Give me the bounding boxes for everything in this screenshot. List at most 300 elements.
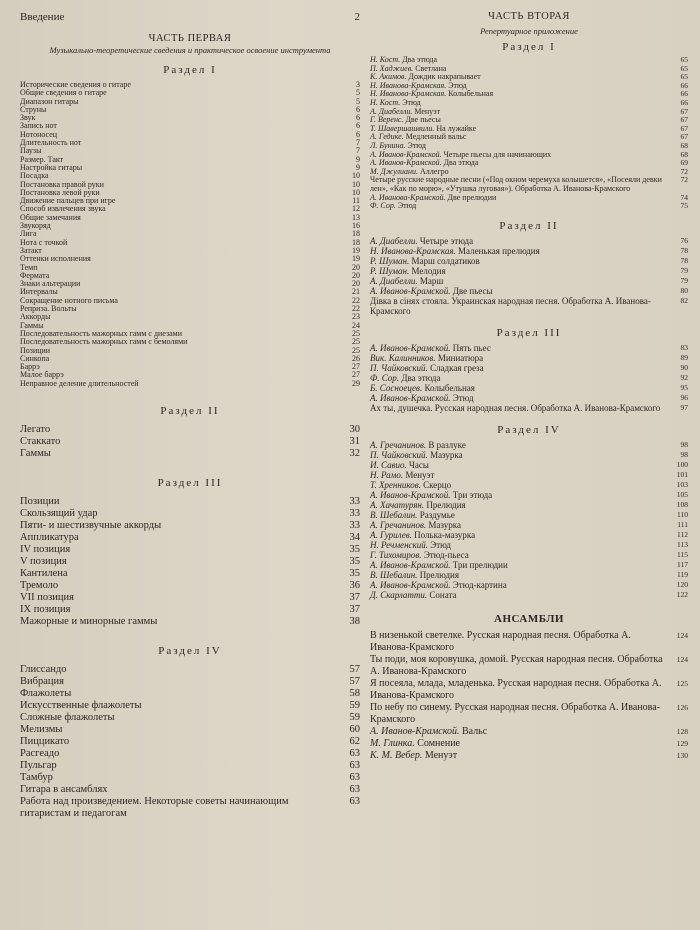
toc-entry-title: Пиццикато bbox=[20, 735, 70, 747]
toc-entry-text bbox=[20, 424, 342, 436]
toc-entry bbox=[20, 592, 360, 604]
toc-entry-page: 59 bbox=[349, 699, 360, 711]
section-title: Раздел III bbox=[157, 476, 223, 489]
toc-entry-page: 25 bbox=[352, 345, 360, 355]
toc-entry-title: Мазурка bbox=[428, 519, 461, 530]
toc-entry-author: Н. Кост. bbox=[370, 55, 401, 64]
toc-entry-text bbox=[370, 383, 672, 393]
toc-entry-page: 37 bbox=[349, 591, 360, 603]
toc-entry-page: 67 bbox=[680, 123, 688, 133]
toc-entry-author: Вик. Калинников. bbox=[370, 352, 436, 363]
toc-entry-title: Соната bbox=[429, 589, 457, 600]
toc-entry-page: 111 bbox=[677, 519, 688, 529]
toc-entry-page: 26 bbox=[352, 353, 360, 363]
toc-entry-author: Л. Бунина. bbox=[370, 140, 406, 150]
toc-entry-page: 12 bbox=[352, 204, 360, 214]
toc-entry-text bbox=[20, 448, 342, 460]
toc-entry-page: 6 bbox=[356, 129, 360, 139]
toc-entry-page: 66 bbox=[680, 80, 688, 90]
toc-entry-title: Мажорные и минорные гаммы bbox=[20, 615, 158, 627]
toc-entry-author: А. Диабелли. bbox=[370, 275, 418, 286]
toc-entry-page: 21 bbox=[352, 287, 360, 297]
section-entries bbox=[370, 440, 688, 600]
section-entries bbox=[370, 236, 688, 316]
toc-entry-page: 37 bbox=[349, 603, 360, 615]
toc-entry-page: 124 bbox=[676, 654, 688, 664]
toc-entry-title: Пульгар bbox=[20, 759, 57, 771]
toc-entry bbox=[370, 296, 688, 316]
toc-entry-page: 76 bbox=[680, 235, 688, 245]
toc-entry-title: Скерцо bbox=[423, 479, 452, 490]
toc-entry-author: А. Гурилев. bbox=[370, 529, 412, 540]
section-entries bbox=[20, 496, 360, 628]
toc-entry-page: 110 bbox=[677, 509, 688, 519]
section-title: Раздел II bbox=[160, 404, 220, 417]
toc-entry-text bbox=[20, 748, 342, 760]
toc-entry-author: А. Иванов-Крамской. bbox=[370, 725, 460, 737]
toc-entry-page: 33 bbox=[349, 519, 360, 531]
toc-entry-text bbox=[370, 363, 672, 373]
toc-entry-text bbox=[370, 550, 672, 560]
toc-entry-page: 32 bbox=[349, 447, 360, 459]
toc-entry-title: Этюд bbox=[397, 201, 417, 211]
toc-entry-page: 68 bbox=[680, 149, 688, 159]
toc-entry-text bbox=[20, 700, 342, 712]
toc-entry-title: Этюд-пьеса bbox=[423, 549, 469, 560]
toc-entry-author: И. Савио. bbox=[370, 459, 407, 470]
toc-entry-title: Гаммы bbox=[20, 320, 44, 330]
toc-entry-text bbox=[370, 266, 672, 276]
toc-entry-title: Запись нот bbox=[20, 121, 57, 131]
toc-entry-title: Общие сведения о гитаре bbox=[20, 88, 107, 98]
toc-entry-title: Три этюда bbox=[452, 489, 493, 500]
toc-entry-text bbox=[20, 255, 342, 263]
toc-entry-title: Кантилена bbox=[20, 567, 68, 579]
toc-entry bbox=[20, 363, 360, 371]
toc-entry-text bbox=[370, 678, 672, 702]
toc-entry-text bbox=[20, 760, 342, 772]
toc-entry-page: 27 bbox=[352, 370, 360, 380]
toc-entry bbox=[20, 556, 360, 568]
toc-entry-text bbox=[370, 202, 672, 211]
toc-entry-text bbox=[20, 230, 342, 238]
toc-entry-page: 112 bbox=[677, 529, 688, 539]
toc-entry-author: А. Диабелли. bbox=[370, 235, 418, 246]
toc-entry-title: Два этюда bbox=[401, 372, 441, 383]
toc-entry-page: 62 bbox=[349, 735, 360, 747]
toc-entry-text bbox=[20, 724, 342, 736]
toc-entry bbox=[370, 580, 688, 590]
toc-entry bbox=[20, 380, 360, 388]
toc-entry-title: Четыре этюда bbox=[419, 235, 474, 246]
toc-entry-title: Мазурка bbox=[430, 449, 463, 460]
section-title: Раздел I bbox=[163, 64, 217, 76]
toc-entry-page: 95 bbox=[680, 382, 688, 392]
toc-entry bbox=[20, 796, 360, 820]
toc-entry-text bbox=[370, 490, 672, 500]
toc-entry-page: 65 bbox=[680, 72, 688, 82]
toc-entry-title: Менуэт bbox=[414, 106, 441, 116]
toc-entry-author: К. Акимов. bbox=[370, 72, 407, 82]
toc-entry bbox=[370, 570, 688, 580]
toc-entry bbox=[20, 496, 360, 508]
toc-entry-page: 67 bbox=[680, 115, 688, 125]
toc-entry bbox=[20, 520, 360, 532]
section-entries bbox=[20, 424, 360, 460]
toc-entry bbox=[370, 353, 688, 363]
toc-entry-title: Легато bbox=[20, 423, 51, 435]
toc-entry-page: 35 bbox=[349, 567, 360, 579]
toc-entry-page: 23 bbox=[352, 312, 360, 322]
toc-entry-text bbox=[370, 286, 672, 296]
toc-entry-text bbox=[370, 353, 672, 363]
toc-entry-author: Н. Кост. bbox=[370, 97, 401, 107]
toc-entry-title: Лига bbox=[20, 229, 37, 239]
toc-entry bbox=[370, 738, 688, 750]
toc-entry-title: Три прелюдии bbox=[452, 559, 508, 570]
toc-entry-text bbox=[20, 114, 342, 122]
toc-entry bbox=[20, 580, 360, 592]
toc-entry-title: Я посеяла, млада, младенька. Русская народная песня. Обработка А. Иванова-Крамского bbox=[370, 677, 662, 701]
toc-entry-text bbox=[370, 654, 672, 678]
toc-entry-author: В. Шебалин. bbox=[370, 569, 418, 580]
toc-entry bbox=[20, 255, 360, 263]
toc-entry-title: Синкопа bbox=[20, 353, 50, 363]
toc-entry-page: 63 bbox=[349, 759, 360, 771]
toc-entry bbox=[370, 276, 688, 286]
toc-entry bbox=[370, 654, 688, 678]
toc-entry bbox=[20, 664, 360, 676]
toc-entry-title: Сокращение нотного письма bbox=[20, 295, 118, 305]
toc-entry-text bbox=[20, 106, 342, 114]
toc-entry bbox=[370, 236, 688, 246]
toc-entry-text bbox=[20, 736, 342, 748]
toc-entry bbox=[20, 676, 360, 688]
toc-entry-author: А. Гречанинов. bbox=[370, 519, 427, 530]
toc-entry-title: Малое баррэ bbox=[20, 370, 64, 380]
toc-entry-title: Сложные флажолеты bbox=[20, 711, 115, 723]
toc-entry-page: 67 bbox=[680, 106, 688, 116]
toc-entry-author: А. Иванов-Крамской. bbox=[370, 489, 451, 500]
toc-entry bbox=[370, 550, 688, 560]
section-title: Раздел I bbox=[502, 41, 556, 53]
ensembles-title: АНСАМБЛИ bbox=[494, 612, 564, 625]
toc-entry-title: Позиции bbox=[20, 495, 60, 507]
toc-entry-author: Д. Скарлатти. bbox=[370, 589, 428, 600]
toc-entry-title: Общие замечания bbox=[20, 212, 81, 222]
toc-entry-title: Расгеадо bbox=[20, 747, 60, 759]
toc-entry-title: Постановка левой руки bbox=[20, 187, 100, 197]
toc-entry-page: 10 bbox=[352, 187, 360, 197]
toc-entry-title: Две пьесы bbox=[405, 115, 441, 125]
toc-entry-author: А. Иванов-Крамской. bbox=[370, 149, 442, 159]
toc-entry-page: 79 bbox=[680, 265, 688, 275]
toc-entry bbox=[370, 530, 688, 540]
toc-entry bbox=[20, 688, 360, 700]
toc-entry-text bbox=[20, 380, 342, 388]
toc-entry-title: Посадка bbox=[20, 171, 49, 181]
toc-entry-text bbox=[20, 532, 342, 544]
toc-entry-title: Этюд bbox=[430, 539, 451, 550]
toc-entry-page: 115 bbox=[677, 549, 688, 559]
toc-entry-text bbox=[370, 570, 672, 580]
toc-entry-page: 7 bbox=[356, 146, 360, 156]
toc-entry-page: 34 bbox=[349, 531, 360, 543]
toc-entry-text bbox=[20, 712, 342, 724]
toc-entry bbox=[20, 214, 360, 222]
toc-entry-page: 78 bbox=[680, 255, 688, 265]
intro-title: Введение bbox=[20, 11, 65, 23]
toc-entry-title: В разлуке bbox=[428, 439, 466, 450]
toc-entry-title: Струны bbox=[20, 104, 47, 114]
toc-entry bbox=[20, 139, 360, 147]
toc-entry-page: 124 bbox=[676, 630, 688, 640]
toc-entry bbox=[20, 448, 360, 460]
toc-entry-page: 30 bbox=[349, 423, 360, 435]
toc-entry-page: 65 bbox=[680, 55, 688, 64]
toc-entry bbox=[370, 202, 688, 211]
toc-entry-text bbox=[370, 726, 672, 738]
toc-entry-page: 69 bbox=[680, 158, 688, 168]
toc-entry-text bbox=[20, 363, 342, 371]
toc-entry bbox=[20, 239, 360, 247]
toc-entry bbox=[370, 560, 688, 570]
toc-entry-author: Т. Шавершашвили. bbox=[370, 123, 435, 133]
toc-entry-page: 101 bbox=[676, 469, 688, 479]
toc-entry-text bbox=[20, 796, 342, 820]
toc-entry-page: 82 bbox=[680, 295, 688, 305]
toc-entry-page: 33 bbox=[349, 495, 360, 507]
toc-entry-author: М. Джулиани. bbox=[370, 166, 418, 176]
right-column bbox=[370, 10, 688, 762]
toc-entry-page: 108 bbox=[676, 499, 688, 509]
toc-entry-page: 83 bbox=[680, 342, 688, 352]
toc-entry-title: Искусственные флажолеты bbox=[20, 699, 142, 711]
toc-entry-text bbox=[370, 296, 672, 316]
toc-entry bbox=[370, 176, 688, 193]
toc-entry-text bbox=[20, 616, 342, 628]
toc-entry-author: Р. Шуман. bbox=[370, 265, 410, 276]
toc-entry-page: 119 bbox=[677, 569, 688, 579]
toc-entry-title: Этюд bbox=[452, 392, 474, 403]
toc-entry-title: Паузы bbox=[20, 146, 42, 156]
toc-entry-title: Этюд bbox=[448, 80, 467, 90]
toc-entry-title: Пять пьес bbox=[452, 342, 491, 353]
toc-entry-page: 18 bbox=[352, 229, 360, 239]
toc-entry-page: 98 bbox=[680, 439, 688, 449]
toc-entry-page: 27 bbox=[352, 362, 360, 372]
toc-entry-title: Две пьесы bbox=[452, 285, 493, 296]
toc-entry-text bbox=[20, 676, 342, 688]
toc-entry-title: На лужайке bbox=[436, 123, 477, 133]
toc-entry-title: Марш солдатиков bbox=[411, 255, 480, 266]
toc-entry-text bbox=[370, 630, 672, 654]
toc-entry-page: 25 bbox=[352, 328, 360, 338]
toc-entry-page: 63 bbox=[349, 771, 360, 783]
toc-entry-page: 97 bbox=[680, 402, 688, 412]
toc-entry-text bbox=[20, 338, 342, 346]
toc-entry-author: П. Чайковский. bbox=[370, 362, 428, 373]
toc-entry-text bbox=[20, 664, 342, 676]
toc-entry bbox=[20, 424, 360, 436]
toc-entry-title: V позиция bbox=[20, 555, 67, 567]
toc-entry-page: 128 bbox=[676, 726, 688, 736]
toc-entry bbox=[370, 383, 688, 393]
toc-entry-page: 129 bbox=[676, 738, 688, 748]
toc-entry bbox=[20, 568, 360, 580]
toc-entry-page: 66 bbox=[680, 89, 688, 99]
toc-entry-page: 63 bbox=[349, 795, 360, 807]
toc-entry bbox=[370, 343, 688, 353]
toc-entry-page: 22 bbox=[352, 295, 360, 305]
toc-entry bbox=[370, 520, 688, 530]
toc-entry-page: 72 bbox=[680, 166, 688, 176]
toc-entry-title: Ты поди, моя коровушка, домой. Русская народная песня. Обработка А. Иванова-Крамского bbox=[370, 653, 663, 677]
toc-entry bbox=[20, 98, 360, 106]
toc-entry-title: Полька-мазурка bbox=[414, 529, 476, 540]
toc-entry-page: 59 bbox=[349, 711, 360, 723]
toc-entry-title: Сомнение bbox=[417, 737, 460, 749]
toc-entry-title: Раздумье bbox=[419, 509, 455, 520]
toc-entry-page: 100 bbox=[676, 459, 688, 469]
toc-entry bbox=[20, 748, 360, 760]
toc-entry-title: Дождик накрапывает bbox=[408, 72, 481, 82]
toc-entry-title: Прелюдия bbox=[426, 499, 466, 510]
toc-entry-title: Постановка правой руки bbox=[20, 179, 104, 189]
section-title: Раздел III bbox=[496, 326, 562, 339]
toc-entry-page: 57 bbox=[349, 675, 360, 687]
toc-entry bbox=[370, 266, 688, 276]
toc-entry-author: П. Чайковский. bbox=[370, 449, 428, 460]
section-entries bbox=[370, 56, 688, 211]
toc-entry-page: 60 bbox=[349, 723, 360, 735]
toc-entry-text bbox=[370, 560, 672, 570]
toc-entry-title: В низенькой светелке. Русская народная песня. Обработка А. Иванова-Крамского bbox=[370, 629, 631, 653]
toc-entry-text bbox=[370, 540, 672, 550]
toc-entry-title: Два этюда bbox=[402, 55, 438, 64]
toc-entry-title: Прелюдия bbox=[419, 569, 459, 580]
toc-entry-page: 122 bbox=[676, 589, 688, 599]
toc-entry-author: М. Глинка. bbox=[370, 737, 415, 749]
toc-entry bbox=[20, 604, 360, 616]
toc-entry-title: IV позиция bbox=[20, 543, 71, 555]
toc-entry-title: Работа над произведением. Некоторые советы начинающим гитаристам и педагогам bbox=[20, 795, 289, 819]
toc-entry-page: 20 bbox=[352, 262, 360, 272]
toc-entry-title: Интервалы bbox=[20, 287, 58, 297]
toc-entry-text bbox=[20, 784, 342, 796]
toc-entry-text bbox=[370, 450, 672, 460]
toc-entry-title: Диапазон гитары bbox=[20, 96, 79, 106]
toc-entry-page: 92 bbox=[680, 372, 688, 382]
toc-entry bbox=[20, 338, 360, 346]
toc-entry-text bbox=[370, 480, 672, 490]
toc-entry-page: 126 bbox=[676, 702, 688, 712]
toc-entry-title: Оттенки исполнения bbox=[20, 254, 91, 264]
toc-entry bbox=[20, 616, 360, 628]
toc-entry-title: Темп bbox=[20, 262, 38, 272]
toc-entry-page: 68 bbox=[680, 140, 688, 150]
section-entries bbox=[370, 343, 688, 413]
toc-entry-text bbox=[20, 508, 342, 520]
toc-entry bbox=[370, 540, 688, 550]
toc-entry-page: 6 bbox=[356, 113, 360, 123]
toc-entry-page: 20 bbox=[352, 279, 360, 289]
toc-entry-page: 38 bbox=[349, 615, 360, 627]
toc-entry-author: А. Иванов-Крамской. bbox=[370, 285, 451, 296]
toc-entry-page: 19 bbox=[352, 245, 360, 255]
toc-entry-page: 98 bbox=[680, 449, 688, 459]
toc-entry-author: Н. Иванова-Крамская. bbox=[370, 89, 447, 99]
toc-entry-title: Нота с точкой bbox=[20, 237, 68, 247]
toc-entry-text bbox=[370, 393, 672, 403]
toc-entry bbox=[20, 724, 360, 736]
toc-entry-title: Звукоряд bbox=[20, 221, 51, 231]
toc-entry-page: 130 bbox=[676, 750, 688, 760]
toc-entry-page: 90 bbox=[680, 362, 688, 372]
toc-entry bbox=[20, 532, 360, 544]
toc-entry-text bbox=[20, 544, 342, 556]
toc-entry bbox=[20, 164, 360, 172]
section-title: Раздел IV bbox=[158, 644, 222, 657]
toc-entry-title: Две прелюдии bbox=[447, 192, 497, 202]
toc-entry-title: VII позиция bbox=[20, 591, 74, 603]
toc-entry-page: 74 bbox=[680, 192, 688, 202]
intro-row bbox=[20, 10, 360, 24]
toc-entry-title: Мелодия bbox=[411, 265, 446, 276]
toc-entry bbox=[20, 313, 360, 321]
toc-entry-author: А. Иванов-Крамской. bbox=[370, 579, 451, 590]
toc-entry bbox=[370, 403, 688, 413]
toc-entry-author: Г. Веренс. bbox=[370, 115, 404, 125]
toc-entry-author: А. Гречанинов. bbox=[370, 439, 427, 450]
toc-entry-text bbox=[370, 590, 672, 600]
toc-entry-title: Последовательность мажорных гамм с диезами bbox=[20, 328, 183, 338]
toc-entry-page: 35 bbox=[349, 555, 360, 567]
toc-entry-title: Глиссандо bbox=[20, 663, 67, 675]
toc-entry-page: 18 bbox=[352, 237, 360, 247]
toc-entry-page: 36 bbox=[349, 579, 360, 591]
toc-entry-text bbox=[370, 470, 672, 480]
toc-entry-page: 20 bbox=[352, 270, 360, 280]
toc-entry-title: Фермата bbox=[20, 270, 50, 280]
left-column bbox=[20, 10, 360, 820]
toc-entry bbox=[370, 393, 688, 403]
toc-entry-author: П. Хаджиев. bbox=[370, 63, 414, 73]
toc-entry-title: Нотоносец bbox=[20, 129, 58, 139]
toc-entry bbox=[370, 500, 688, 510]
toc-entry-text bbox=[370, 440, 672, 450]
part-one-title: ЧАСТЬ ПЕРВАЯ bbox=[148, 33, 232, 44]
toc-entry-text bbox=[20, 580, 342, 592]
toc-entry-title: Аккорды bbox=[20, 312, 51, 322]
toc-entry-text bbox=[370, 176, 672, 193]
toc-entry-text bbox=[370, 276, 672, 286]
toc-entry-author: Б. Сосноецев. bbox=[370, 382, 423, 393]
toc-entry-text bbox=[370, 403, 672, 413]
toc-entry-text bbox=[20, 214, 342, 222]
toc-entry-text bbox=[20, 164, 342, 172]
toc-entry-page: 5 bbox=[356, 88, 360, 98]
toc-entry-author: А. Иванов-Крамской. bbox=[370, 158, 442, 168]
toc-entry-page: 117 bbox=[677, 559, 688, 569]
toc-entry bbox=[20, 280, 360, 288]
toc-entry-page: 6 bbox=[356, 104, 360, 114]
toc-entry-page: 19 bbox=[352, 254, 360, 264]
toc-entry-page: 105 bbox=[676, 489, 688, 499]
toc-entry-text bbox=[370, 373, 672, 383]
toc-entry-page: 103 bbox=[676, 479, 688, 489]
toc-entry-title: IX позиция bbox=[20, 603, 71, 615]
